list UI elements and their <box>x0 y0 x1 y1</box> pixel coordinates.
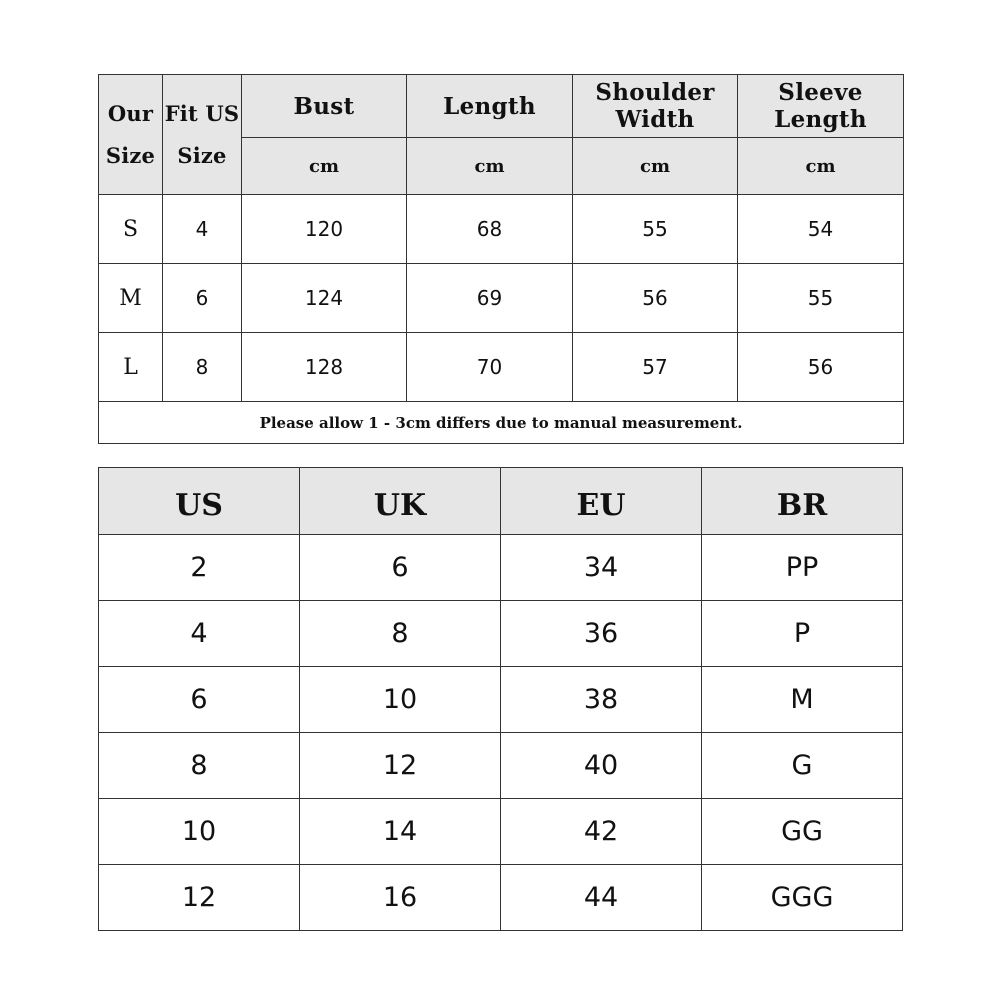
cell-us: 12 <box>99 865 300 931</box>
cell-br: P <box>702 601 903 667</box>
cell-br: GG <box>702 799 903 865</box>
cell-us-size: 4 <box>163 195 242 264</box>
cell-eu: 40 <box>501 733 702 799</box>
conversion-row <box>99 601 903 667</box>
cell-br: GGG <box>702 865 903 931</box>
cell-us: 6 <box>99 667 300 733</box>
cell-eu: 36 <box>501 601 702 667</box>
cell-us-size: 6 <box>163 264 242 333</box>
conversion-row <box>99 667 903 733</box>
cell-eu: 34 <box>501 535 702 601</box>
cell-size: M <box>99 264 163 333</box>
cell-sleeve-length: 56 <box>738 333 904 402</box>
header-br: BR <box>702 468 903 535</box>
cell-br: G <box>702 733 903 799</box>
conversion-row <box>99 799 903 865</box>
measurement-note: Please allow 1 - 3cm differs due to manual measurement. <box>99 402 904 444</box>
cell-bust: 124 <box>242 264 407 333</box>
unit-length: cm <box>407 138 573 195</box>
cell-uk: 16 <box>300 865 501 931</box>
header-length: Length <box>407 75 573 138</box>
header-sleeve-length: Sleeve Length <box>738 75 904 138</box>
cell-size: S <box>99 195 163 264</box>
cell-length: 68 <box>407 195 573 264</box>
cell-shoulder-width: 56 <box>573 264 738 333</box>
unit-sleeve-length: cm <box>738 138 904 195</box>
conversion-row <box>99 535 903 601</box>
cell-shoulder-width: 57 <box>573 333 738 402</box>
cell-uk: 14 <box>300 799 501 865</box>
conversion-header-row <box>99 468 903 535</box>
header-eu: EU <box>501 468 702 535</box>
cell-length: 69 <box>407 264 573 333</box>
cell-uk: 12 <box>300 733 501 799</box>
cell-sleeve-length: 54 <box>738 195 904 264</box>
cell-length: 70 <box>407 333 573 402</box>
cell-bust: 128 <box>242 333 407 402</box>
header-our-size: Our Size <box>99 75 163 195</box>
cell-eu: 42 <box>501 799 702 865</box>
cell-uk: 10 <box>300 667 501 733</box>
header-bust: Bust <box>242 75 407 138</box>
header-shoulder-width: Shoulder Width <box>573 75 738 138</box>
cell-uk: 8 <box>300 601 501 667</box>
size-conversion-table <box>98 467 903 931</box>
header-uk: UK <box>300 468 501 535</box>
cell-br: PP <box>702 535 903 601</box>
cell-us-size: 8 <box>163 333 242 402</box>
size-row-m <box>99 264 904 333</box>
cell-size: L <box>99 333 163 402</box>
cell-br: M <box>702 667 903 733</box>
cell-us: 10 <box>99 799 300 865</box>
size-row-s <box>99 195 904 264</box>
header-us: US <box>99 468 300 535</box>
header-fit-us-size: Fit US Size <box>163 75 242 195</box>
cell-eu: 38 <box>501 667 702 733</box>
conversion-row <box>99 733 903 799</box>
size-row-l <box>99 333 904 402</box>
size-chart-table <box>98 74 904 444</box>
cell-eu: 44 <box>501 865 702 931</box>
cell-uk: 6 <box>300 535 501 601</box>
cell-bust: 120 <box>242 195 407 264</box>
cell-us: 8 <box>99 733 300 799</box>
cell-shoulder-width: 55 <box>573 195 738 264</box>
unit-shoulder-width: cm <box>573 138 738 195</box>
cell-sleeve-length: 55 <box>738 264 904 333</box>
cell-us: 4 <box>99 601 300 667</box>
cell-us: 2 <box>99 535 300 601</box>
unit-bust: cm <box>242 138 407 195</box>
conversion-row <box>99 865 903 931</box>
